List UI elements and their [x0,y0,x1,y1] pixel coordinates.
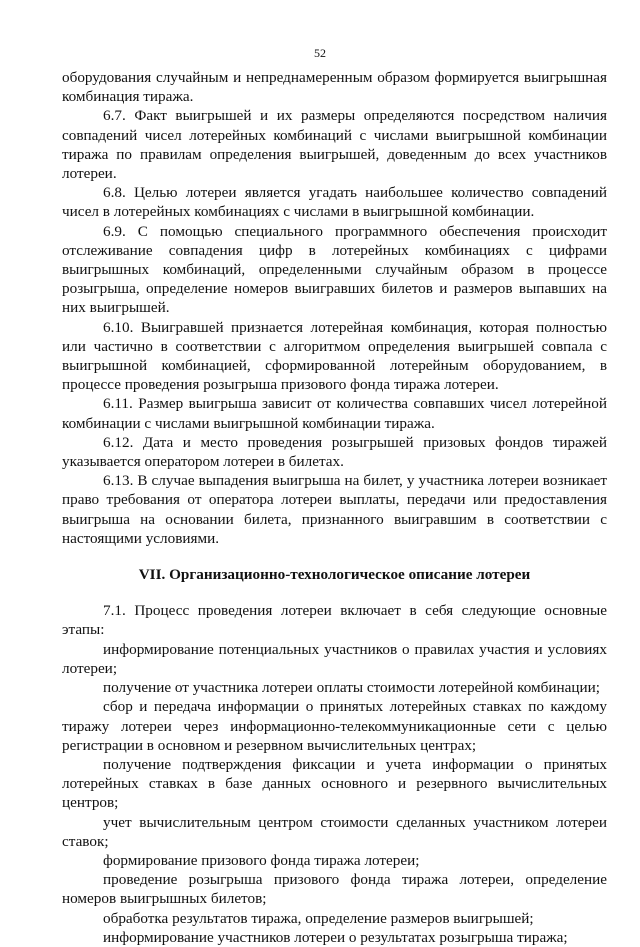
paragraph-7-1: 7.1. Процесс проведения лотереи включает в себя следующие основные этапы: [62,602,607,639]
paragraph-6-7: 6.7. Факт выигрышей и их размеры определяются посредством наличия совпадений чисел лотерейных комбинаций с числами выигрышной комбинации тиража по правилам определения выигрышей, доведенным до всех участников лотереи. [62,107,607,183]
list-item: информирование потенциальных участников о правилах участия и условиях лотереи; [62,640,607,677]
paragraph-6-13: 6.13. В случае выпадения выигрыша на билет, у участника лотереи возникает право требования от оператора лотереи выплаты, передачи или предоставления выигрыша на основании билета, признанного выигравшим в соответствии с настоящими условиями. [62,472,607,547]
section-heading: VII. Организационно-технологическое описание лотереи [138,566,531,584]
paragraph-6-9: 6.9. С помощью специального программного обеспечения происходит отслеживание совпадения цифр в лотерейных комбинациях с цифрами выигрышных комбинаций, определенными случайным образом в процессе розыгрыша, определение номеров выигравших билетов и размеров выпавших на них выигрышей. [62,222,607,317]
paragraph-6-10: 6.10. Выигравшей признается лотерейная комбинация, которая полностью или частично в соответствии с алгоритмом определения выигрышей совпала с выигрышной комбинацией, сформированной лотерейным оборудованием, в процессе проведения розыгрыша призового фонда тиража лотереи. [62,318,607,394]
page-number: 52 [314,46,326,60]
list-item: сбор и передача информации о принятых лотерейных ставках по каждому тиражу лотереи через информационно-телекоммуникационные сети с целью регистрации в основном и резервном вычислительных центрах; [62,698,607,754]
paragraph: оборудования случайным и непреднамеренным образом формируется выигрышная комбинация тиража. [62,69,607,106]
list-item: проведение розыгрыша призового фонда тиража лотереи, определение номеров выигрышных билетов; [62,871,607,908]
list-item: формирование призового фонда тиража лотереи; [103,851,420,869]
list-item: обработка результатов тиража, определение размеров выигрышей; [103,909,534,927]
list-item: учет вычислительным центром стоимости сделанных участником лотереи ставок; [62,813,607,850]
list-item: информирование участников лотереи о результатах розыгрыша тиража; [103,928,568,946]
paragraph-6-12: 6.12. Дата и место проведения розыгрышей призовых фондов тиражей указывается оператором лотереи в билетах. [62,433,607,471]
paragraphs-after-heading [62,601,607,947]
list-item: получение подтверждения фиксации и учета информации о принятых лотерейных ставках в базе данных основного и резервного вычислительных центров; [62,755,607,812]
paragraph-6-8: 6.8. Целью лотереи является угадать наибольшее количество совпадений чисел в лотерейных комбинациях с числами в выигрышной комбинации. [62,184,607,221]
list-item: получение от участника лотереи оплаты стоимости лотерейной комбинации; [103,679,600,697]
paragraph-6-11: 6.11. Размер выигрыша зависит от количества совпавших чисел лотерейной комбинации с числами выигрышной комбинации тиража. [62,395,607,432]
paragraphs-before-heading [62,68,607,548]
document-body [62,68,607,947]
